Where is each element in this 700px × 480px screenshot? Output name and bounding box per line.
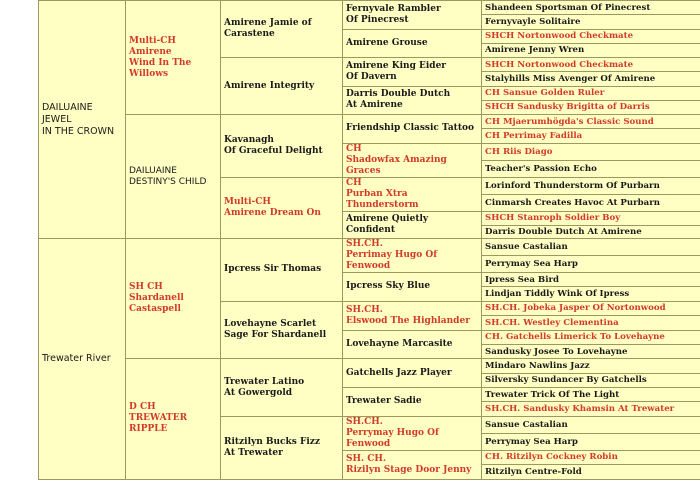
great-grandparent-name: SH.CH. Perrimay Hugo Of Fenwood xyxy=(343,239,482,273)
ancestor-name: Teacher's Passion Echo xyxy=(482,160,700,177)
ancestor-name: Lorinford Thunderstorm Of Purbarn xyxy=(482,177,700,194)
ancestor-name: SHCH Sandusky Brigitta of Darris xyxy=(482,100,700,114)
ancestor-name: Ipress Sea Bird xyxy=(482,273,700,287)
ancestor-name: Lindjan Tiddly Wink Of Ipress xyxy=(482,287,700,301)
grandparent-name: Lovehayne Scarlet Sage For Shardanell xyxy=(221,301,343,359)
ancestor-name: Perrymay Sea Harp xyxy=(482,433,700,450)
great-grandparent-name: CH Purban Xtra Thunderstorm xyxy=(343,177,482,211)
great-grandparent-name: Amirene Quietly Confident xyxy=(343,211,482,240)
ancestor-name: Silversky Sundancer By Gatchells xyxy=(482,373,700,387)
ancestor-name: Darris Double Dutch At Amirene xyxy=(482,225,700,239)
grandparent-name: Amirene Jamie of Carastene xyxy=(221,1,343,58)
grandparent-name: Kavanagh Of Graceful Delight xyxy=(221,115,343,178)
great-grandparent-name: Fernyvale Rambler Of Pinecrest xyxy=(343,1,482,30)
ancestor-name: Trewater Trick Of The Light xyxy=(482,388,700,402)
grandparent-name: Amirene Integrity xyxy=(221,58,343,115)
grandparent-name: Ipcress Sir Thomas xyxy=(221,239,343,302)
great-grandparent-name: CH Shadowfax Amazing Graces xyxy=(343,143,482,177)
great-grandparent-name: SH.CH. Perrymay Hugo Of Fenwood xyxy=(343,416,482,450)
ancestor-name: Ritzilyn Centre-Fold xyxy=(482,465,700,479)
ancestor-name: Fernyvayle Solitaire xyxy=(482,15,700,29)
ancestor-name: Mindaro Nawlins Jazz xyxy=(482,359,700,373)
pedigree-table-1 xyxy=(38,0,700,240)
ancestor-name: Perrymay Sea Harp xyxy=(482,256,700,273)
ancestor-name: SH.CH. Westley Clementina xyxy=(482,316,700,330)
great-grandparent-name: Lovehayne Marcasite xyxy=(343,330,482,359)
dog-name: Trewater River xyxy=(39,239,126,480)
ancestor-name: CH Perrimay Fadilla xyxy=(482,129,700,143)
ancestor-name: CH. Gatchells Limerick To Lovehayne xyxy=(482,330,700,344)
grandparent-name: Ritzilyn Bucks Fizz At Trewater xyxy=(221,416,343,479)
ancestor-name: CH. Ritzilyn Cockney Robin xyxy=(482,450,700,464)
sire-name: Multi-CH Amirene Wind In The Willows xyxy=(126,1,221,115)
ancestor-name: Sandusky Josee To Lovehayne xyxy=(482,344,700,358)
ancestor-name: CH Sansue Golden Ruler xyxy=(482,86,700,100)
ancestor-name: SHCH Nortonwood Checkmate xyxy=(482,58,700,72)
great-grandparent-name: Amirene King Eider Of Davern xyxy=(343,58,482,87)
ancestor-name: SH.CH. Jobeka Jasper Of Nortonwood xyxy=(482,301,700,315)
ancestor-name: SHCH Stanroph Soldier Boy xyxy=(482,211,700,225)
great-grandparent-name: Ipcress Sky Blue xyxy=(343,273,482,302)
ancestor-name: Stalyhills Miss Avenger Of Amirene xyxy=(482,72,700,86)
great-grandparent-name: Friendship Classic Tattoo xyxy=(343,115,482,144)
great-grandparent-name: Gatchells Jazz Player xyxy=(343,359,482,388)
great-grandparent-name: Amirene Grouse xyxy=(343,29,482,58)
pedigree-table-2 xyxy=(38,238,700,480)
great-grandparent-name: SH. CH. Rizilyn Stage Door Jenny xyxy=(343,450,482,479)
great-grandparent-name: Trewater Sadie xyxy=(343,388,482,417)
ancestor-name: Amirene Jenny Wren xyxy=(482,43,700,57)
ancestor-name: CH Riis Diago xyxy=(482,143,700,160)
dam-name: DAILUAINE DESTINY'S CHILD xyxy=(126,115,221,240)
ancestor-name: Sansue Castalian xyxy=(482,416,700,433)
sire-name: SH CH Shardanell Castaspell xyxy=(126,239,221,359)
ancestor-name: Shandeen Sportsman Of Pinecrest xyxy=(482,1,700,15)
ancestor-name: CH Mjaerumhögda's Classic Sound xyxy=(482,115,700,129)
ancestor-name: SH.CH. Sandusky Khamsin At Trewater xyxy=(482,402,700,416)
dog-name: DAILUAINE JEWEL IN THE CROWN xyxy=(39,1,126,240)
great-grandparent-name: SH.CH. Elswood The Highlander xyxy=(343,301,482,330)
ancestor-name: Sansue Castalian xyxy=(482,239,700,256)
dam-name: D CH TREWATER RIPPLE xyxy=(126,359,221,479)
ancestor-name: SHCH Nortonwood Checkmate xyxy=(482,29,700,43)
grandparent-name: Trewater Latino At Gowergold xyxy=(221,359,343,417)
ancestor-name: Cinmarsh Creates Havoc At Purbarn xyxy=(482,194,700,211)
grandparent-name: Multi-CH Amirene Dream On xyxy=(221,177,343,240)
great-grandparent-name: Darris Double Dutch At Amirene xyxy=(343,86,482,115)
